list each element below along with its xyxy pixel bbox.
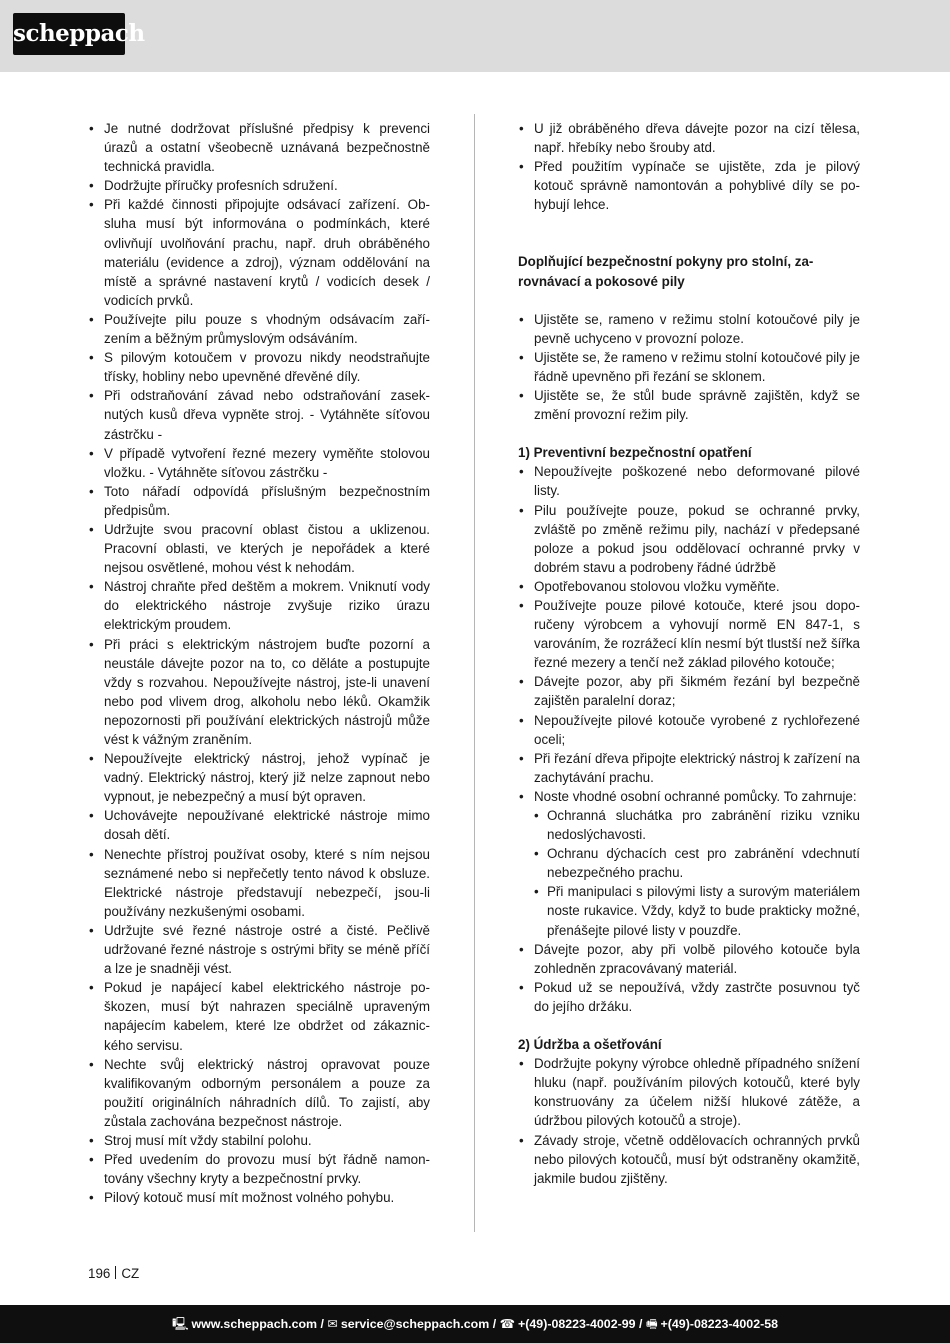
preventive-list-item: • Pokud už se nepoužívá, vždy zastrčte posuvnou tyč do jejího držáku. [518, 978, 860, 1016]
safety-list-item: • Nástroj chraňte před deštěm a mokrem. Vniknutí vody do elektrického nástroje zvyšuje riziko úrazu elektrickým proudem. [88, 577, 430, 634]
left-column [88, 119, 430, 1207]
safety-list-item: • U již obráběného dřeva dávejte pozor na cizí tělesa, např. hřebíky nebo šrouby atd. [518, 119, 860, 157]
page-separator [115, 1266, 116, 1279]
safety-list-item: • Nenechte přístroj používat osoby, které s ním nejsou seznámené nebo si nepřečetly tento návod k obsluze. Elektrické nástroje představují nebezpečí, jsou-li používány nezkušenými osobami. [88, 845, 430, 921]
footer-website[interactable]: www.scheppach.com / [191, 1317, 324, 1331]
page-language: CZ [121, 1266, 140, 1281]
ppe-sublist [534, 806, 860, 940]
footer-email[interactable]: service@scheppach.com / [340, 1317, 497, 1331]
footer-phone: +(49)-08223-4002-99 / [518, 1317, 643, 1331]
preventive-list-item: • Dávejte pozor, aby při šikmém řezání byl bezpečně zajištěn paralelní doraz; [518, 672, 860, 710]
preventive-list-item: • Nepoužívejte pilové kotouče vyrobené z rychlořezené oceli; [518, 711, 860, 749]
page-number-value: 196 [88, 1266, 111, 1281]
safety-list-item: • Používejte pilu pouze s vhodným odsávacím zařízením a běžným průmyslovým odsáváním. [88, 310, 430, 348]
left-safety-list [88, 119, 430, 1207]
footer-fax: +(49)-08223-4002-58 [660, 1317, 778, 1331]
safety-list-item: • V případě vytvoření řezné mezery vyměňte stolovou vložku. - Vytáhněte síťovou zástrčku - [88, 444, 430, 482]
safety-list-item: • Je nutné dodržovat příslušné předpisy k prevenci úrazů a ostatní všeobecně uznávaná bezpečnostně technická pravidla. [88, 119, 430, 176]
supplementary-list-item: • Ujistěte se, že stůl bude správně zajištěn, když se změní provozní režim pily. [518, 386, 860, 424]
right-top-list [518, 119, 860, 214]
preventive-list-item: • Nepoužívejte poškozené nebo deformované pilové listy. [518, 462, 860, 500]
safety-list-item: • Stroj musí mít vždy stabilní polohu. [88, 1131, 430, 1150]
safety-list-item: • Nechte svůj elektrický nástroj opravovat pouze kvalifikovaným odborným personálem a pouze za použití originálních náhradních dílů. To zajistí, aby zůstala zachována bezpečnost nástroje. [88, 1055, 430, 1131]
contact-footer [0, 1305, 950, 1343]
preventive-heading: 1) Preventivní bezpečnostní opatření [518, 445, 752, 461]
safety-list-item: • Udržujte své řezné nástroje ostré a čisté. Pečlivě udržované řezné nástroje s ostrými břity se méně příčí a lze je snadněji vést. [88, 921, 430, 978]
safety-list-item: • Dodržujte příručky profesních sdružení. [88, 176, 430, 195]
safety-list-item: • Toto nářadí odpovídá příslušným bezpečnostním předpisům. [88, 482, 430, 520]
preventive-list-item: • Používejte pouze pilové kotouče, které jsou doporučeny výrobcem a vyhovují normě EN 847-1, s varováním, že rozrážecí klín nesmí být tlustší než šířka řezné mezery a tenčí než základ pilového kotouče; [518, 596, 860, 672]
mail-icon: ✉ [327, 1317, 338, 1331]
computer-icon: 🖳 [172, 1317, 189, 1331]
preventive-list-item [518, 787, 860, 940]
fax-icon: 🖷 [645, 1317, 658, 1331]
preventive-list [518, 462, 860, 1016]
phone-icon: ☎ [499, 1317, 516, 1331]
safety-list-item: • Uchovávejte nepoužívané elektrické nástroje mimo dosah dětí. [88, 806, 430, 844]
maintenance-list [518, 1054, 860, 1188]
supplementary-list-item: • Ujistěte se, rameno v režimu stolní kotoučové pily je pevně uchyceno v provozní poloze. [518, 310, 860, 348]
maintenance-list-item: • Dodržujte pokyny výrobce ohledně případného snížení hluku (např. používáním pilových kotoučů, které byly konstruovány za účelem nižší hlukové zátěže, a údržbou pilových kotoučů a stroje). [518, 1054, 860, 1130]
safety-list-item: • Při odstraňování závad nebo odstraňování zaseknutých kusů dřeva vypněte stroj. - Vytáhněte síťovou zástrčku - [88, 386, 430, 443]
page-number [88, 1265, 139, 1283]
header-bar [0, 0, 950, 72]
ppe-list-item: • Ochranu dýchacích cest pro zabránění vdechnutí nebezpečného prachu. [534, 844, 860, 882]
preventive-list-item: • Při řezání dřeva připojte elektrický nástroj k zařízení na zachytávání prachu. [518, 749, 860, 787]
safety-list-item: • Pokud je napájecí kabel elektrického nástroje poškozen, musí být nahrazen speciálně upraveným napájecím kabelem, které lze obdržet od zákaznického servisu. [88, 978, 430, 1054]
preventive-list-item: • Dávejte pozor, aby při volbě pilového kotouče byla zohledněn zpracovávaný materiál. [518, 940, 860, 978]
safety-list-item: • Před použitím vypínače se ujistěte, zda je pilový kotouč správně namontován a pohyblivé díly se pohybují lehce. [518, 157, 860, 214]
scheppach-logo: scheppach [13, 13, 125, 55]
preventive-list-item: • Opotřebovanou stolovou vložku vyměňte. [518, 577, 860, 596]
maintenance-heading: 2) Údržba a ošetřování [518, 1037, 662, 1053]
ppe-list-item: • Ochranná sluchátka pro zabránění riziku vzniku nedoslýchavosti. [534, 806, 860, 844]
supplementary-heading: Doplňující bezpečnostní pokyny pro stolní, zarovnávací a pokosové pily [518, 254, 814, 289]
safety-list-item: • Před uvedením do provozu musí být řádně namontovány všechny kryty a bezpečnostní prvky. [88, 1150, 430, 1188]
preventive-list-item: • Pilu používejte pouze, pokud se ochranné prvky, zvláště po změně režimu pily, nachází v předepsané poloze a pokud jsou oddělovací ochranné prvky v dobrém stavu a podrobeny řádné údržbě [518, 501, 860, 577]
right-column [518, 119, 860, 1188]
column-divider [474, 114, 475, 1232]
safety-list-item: • S pilovým kotoučem v provozu nikdy neodstraňujte třísky, hobliny nebo upevněné dřevěné díly. [88, 348, 430, 386]
safety-list-item: • Nepoužívejte elektrický nástroj, jehož vypínač je vadný. Elektrický nástroj, který již nelze zapnout nebo vypnout, je nebezpečný a musí být opraven. [88, 749, 430, 806]
safety-list-item: • Při každé činnosti připojujte odsávací zařízení. Obsluha musí být informována o podmínkách, které ovlivňují uvolňování prachu, např. druh obráběného materiálu (evidence a zdroj), význam oddělování na místě a správné nastavení krytů / vodicích desek / vodicích prvků. [88, 195, 430, 310]
safety-list-item: • Udržujte svou pracovní oblast čistou a uklizenou. Pracovní oblasti, ve kterých je nepořádek a které nejsou osvětlené, mohou vést k nehodám. [88, 520, 430, 577]
ppe-list-item: • Při manipulaci s pilovými listy a surovým materiálem noste rukavice. Vždy, když to bude prakticky možné, přenášejte pilové listy v pouzdře. [534, 882, 860, 939]
preventive-list-item-text: Noste vhodné osobní ochranné pomůcky. To zahrnuje: [534, 788, 857, 804]
supplementary-list-item: • Ujistěte se, že rameno v režimu stolní kotoučové pily je řádně upevněno při řezání se sklonem. [518, 348, 860, 386]
supplementary-list [518, 310, 860, 425]
safety-list-item: • Při práci s elektrickým nástrojem buďte pozorní a neustále dávejte pozor na to, co děláte a postupujte vždy s rozvahou. Nepoužívejte nástroj, jste-li unavení nebo pod vlivem drog, alkoholu nebo léků. Okamžik nepozornosti při používání elektrických nástrojů může vést k vážným zraněním. [88, 635, 430, 750]
maintenance-list-item: • Závady stroje, včetně oddělovacích ochranných prvků nebo pilových kotoučů, musí být odstraněny okamžitě, jakmile budou zjištěny. [518, 1131, 860, 1188]
safety-list-item: • Pilový kotouč musí mít možnost volného pohybu. [88, 1188, 430, 1207]
